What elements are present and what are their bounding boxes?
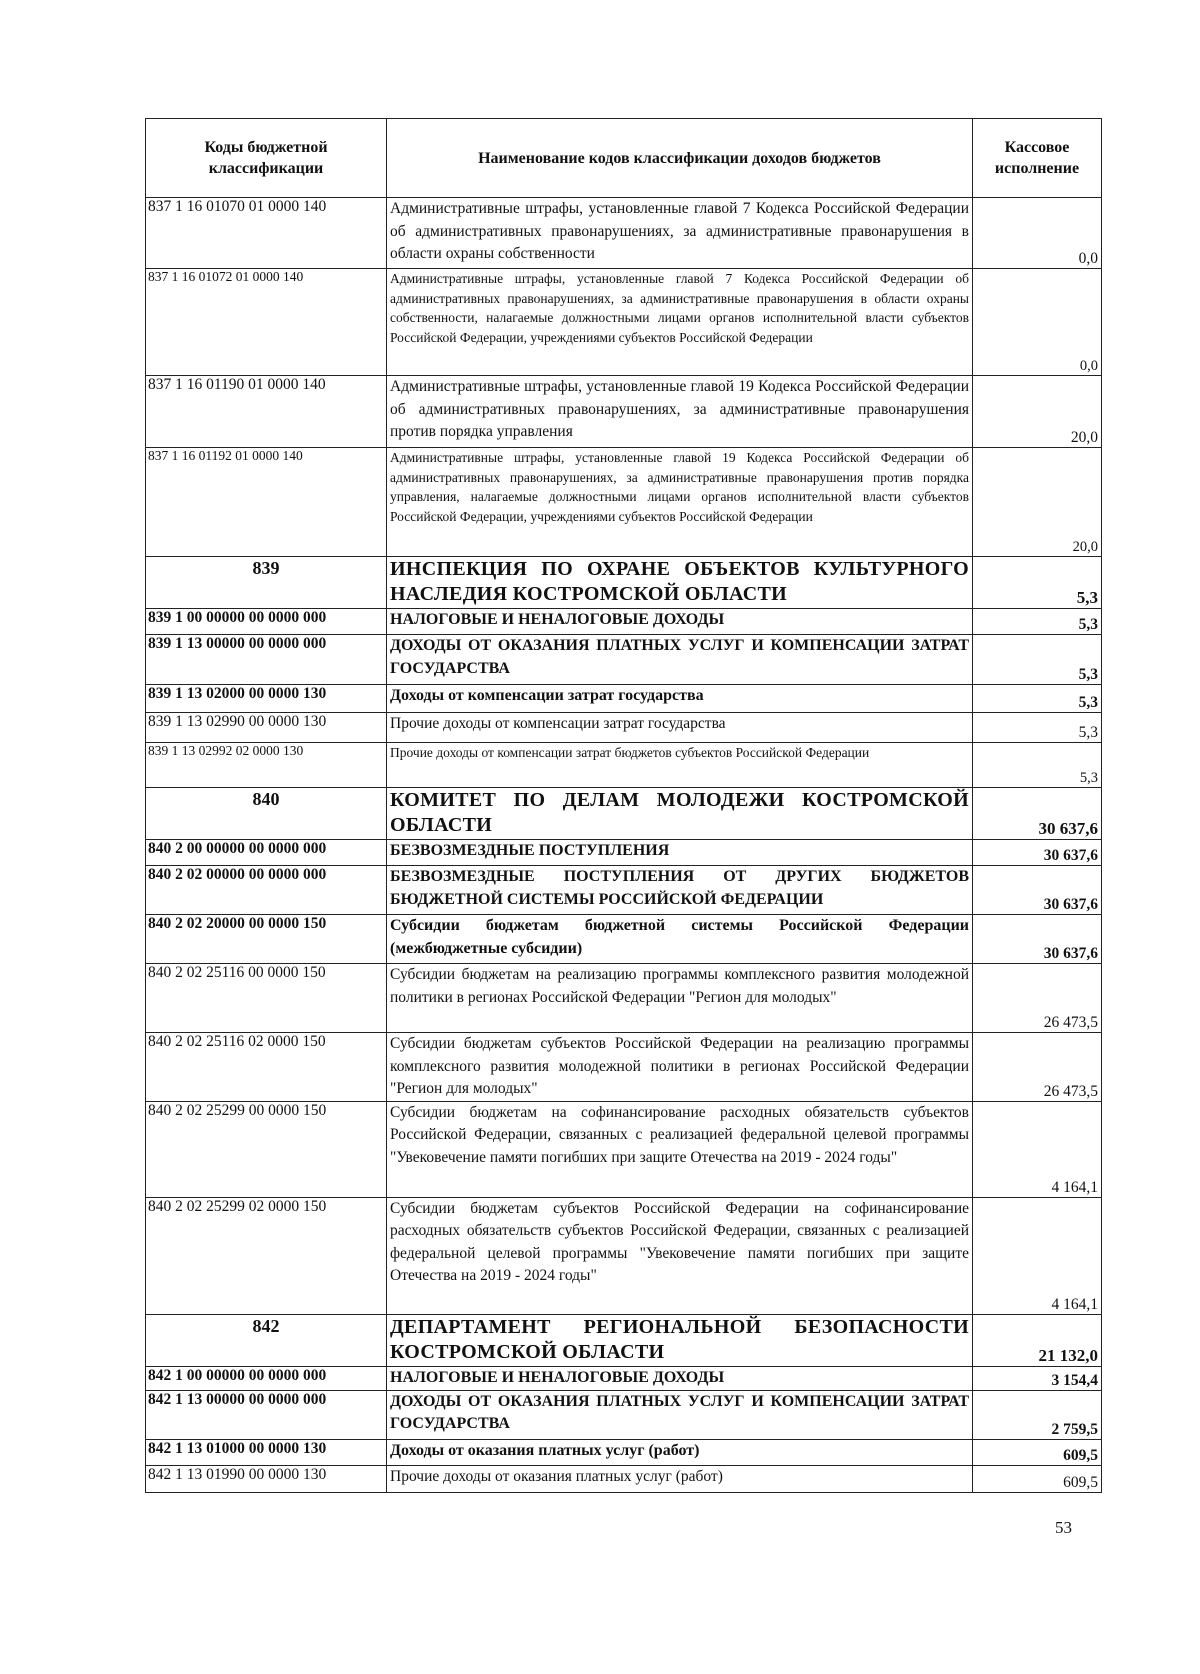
row-amount: 4 164,1 [973,1101,1102,1197]
table-row [146,376,1102,448]
table-row [146,743,1102,788]
row-name: БЕЗВОЗМЕЗДНЫЕ ПОСТУПЛЕНИЯ ОТ ДРУГИХ БЮДЖЕТОВ БЮДЖЕТНОЙ СИСТЕМЫ РОССИЙСКОЙ ФЕДЕРАЦИИ [387,866,973,915]
page-number: 53 [1055,1518,1072,1537]
row-code: 842 [146,1314,387,1366]
row-amount: 21 132,0 [973,1314,1102,1366]
table-row [146,685,1102,713]
table-row [146,609,1102,635]
column-header-amount: Кассовое исполнение [973,119,1102,198]
table-row [146,269,1102,376]
row-code: 840 2 02 25116 00 0000 150 [146,964,387,1033]
row-amount: 0,0 [973,198,1102,269]
row-code: 842 1 00 00000 00 0000 000 [146,1366,387,1390]
row-code: 839 1 13 00000 00 0000 000 [146,635,387,685]
row-name: ДЕПАРТАМЕНТ РЕГИОНАЛЬНОЙ БЕЗОПАСНОСТИ КОСТРОМСКОЙ ОБЛАСТИ [387,1314,973,1366]
row-code: 837 1 16 01190 01 0000 140 [146,376,387,448]
table-row [146,1465,1102,1492]
row-code: 839 1 13 02992 02 0000 130 [146,743,387,788]
row-amount: 5,3 [973,743,1102,788]
row-name: Субсидии бюджетам на реализацию программы комплексного развития молодежной политики в регионах Российской Федерации "Регион для молодых" [387,964,973,1033]
row-name: Субсидии бюджетам на софинансирование расходных обязательств субъектов Российской Федерации, связанных с реализацией федеральной целевой программы "Увековечение памяти погибших при защите Отечества на 2019 - 2024 годы" [387,1101,973,1197]
row-name: НАЛОГОВЫЕ И НЕНАЛОГОВЫЕ ДОХОДЫ [387,1366,973,1390]
row-name: ДОХОДЫ ОТ ОКАЗАНИЯ ПЛАТНЫХ УСЛУГ И КОМПЕНСАЦИИ ЗАТРАТ ГОСУДАРСТВА [387,1390,973,1439]
row-amount: 5,3 [973,635,1102,685]
row-name: Доходы от компенсации затрат государства [387,685,973,713]
row-amount: 0,0 [973,269,1102,376]
row-code: 842 1 13 01000 00 0000 130 [146,1439,387,1465]
row-name: Административные штрафы, установленные главой 7 Кодекса Российской Федерации об административных правонарушениях, за административные правонарушения в области охраны собственности, налагаемые должностными лицами органов исполнительной власти субъектов Российской Федерации, учреждениями субъектов Российской Федерации [387,269,973,376]
row-amount: 609,5 [973,1439,1102,1465]
row-code: 842 1 13 01990 00 0000 130 [146,1465,387,1492]
row-name: Административные штрафы, установленные главой 19 Кодекса Российской Федерации об административных правонарушениях, за административные правонарушения против порядка управления, налагаемые должностными лицами органов исполнительной власти субъектов Российской Федерации, учреждениями субъектов Российской Федерации [387,448,973,557]
department-row [146,788,1102,840]
budget-income-table [145,118,1102,1493]
row-amount: 26 473,5 [973,964,1102,1033]
row-code: 839 1 13 02990 00 0000 130 [146,713,387,743]
row-amount: 3 154,4 [973,1366,1102,1390]
row-code: 840 2 02 20000 00 0000 150 [146,915,387,964]
row-code: 837 1 16 01192 01 0000 140 [146,448,387,557]
row-name: Субсидии бюджетам субъектов Российской Федерации на софинансирование расходных обязательств субъектов Российской Федерации, связанных с реализацией федеральной целевой программы "Увековечение памяти погибших при защите Отечества на 2019 - 2024 годы" [387,1197,973,1314]
row-amount: 609,5 [973,1465,1102,1492]
row-code: 840 2 02 00000 00 0000 000 [146,866,387,915]
table-row [146,198,1102,269]
row-name: ДОХОДЫ ОТ ОКАЗАНИЯ ПЛАТНЫХ УСЛУГ И КОМПЕНСАЦИИ ЗАТРАТ ГОСУДАРСТВА [387,635,973,685]
department-row [146,1314,1102,1366]
row-amount: 30 637,6 [973,840,1102,866]
row-amount: 30 637,6 [973,788,1102,840]
row-code: 840 2 02 25116 02 0000 150 [146,1033,387,1102]
row-amount: 30 637,6 [973,915,1102,964]
row-amount: 5,3 [973,609,1102,635]
department-row [146,557,1102,609]
row-code: 840 2 00 00000 00 0000 000 [146,840,387,866]
row-amount: 30 637,6 [973,866,1102,915]
table-row [146,635,1102,685]
row-code: 839 1 00 00000 00 0000 000 [146,609,387,635]
row-name: Прочие доходы от оказания платных услуг (работ) [387,1465,973,1492]
row-amount: 5,3 [973,713,1102,743]
table-row [146,1390,1102,1439]
row-code: 837 1 16 01070 01 0000 140 [146,198,387,269]
row-code: 837 1 16 01072 01 0000 140 [146,269,387,376]
row-code: 842 1 13 00000 00 0000 000 [146,1390,387,1439]
table-row [146,448,1102,557]
table-row [146,713,1102,743]
row-name: БЕЗВОЗМЕЗДНЫЕ ПОСТУПЛЕНИЯ [387,840,973,866]
row-amount: 26 473,5 [973,1033,1102,1102]
row-amount: 20,0 [973,376,1102,448]
table-row [146,964,1102,1033]
row-code: 839 [146,557,387,609]
row-name: КОМИТЕТ ПО ДЕЛАМ МОЛОДЕЖИ КОСТРОМСКОЙ ОБЛАСТИ [387,788,973,840]
row-amount: 2 759,5 [973,1390,1102,1439]
table-row [146,1366,1102,1390]
row-code: 840 2 02 25299 00 0000 150 [146,1101,387,1197]
table-row [146,1439,1102,1465]
row-amount: 4 164,1 [973,1197,1102,1314]
row-name: Субсидии бюджетам субъектов Российской Федерации на реализацию программы комплексного развития молодежной политики в регионах Российской Федерации "Регион для молодых" [387,1033,973,1102]
table-row [146,1197,1102,1314]
table-header-row [146,119,1102,198]
budget-income-table-sheet [145,118,1101,1493]
row-name: Административные штрафы, установленные главой 19 Кодекса Российской Федерации об административных правонарушениях, за административные правонарушения против порядка управления [387,376,973,448]
table-row [146,866,1102,915]
column-header-code: Коды бюджетной классификации [146,119,387,198]
row-name: Прочие доходы от компенсации затрат бюджетов субъектов Российской Федерации [387,743,973,788]
row-name: Доходы от оказания платных услуг (работ) [387,1439,973,1465]
table-row [146,1033,1102,1102]
table-row [146,840,1102,866]
row-name: Прочие доходы от компенсации затрат государства [387,713,973,743]
row-amount: 5,3 [973,685,1102,713]
row-code: 840 2 02 25299 02 0000 150 [146,1197,387,1314]
table-row [146,915,1102,964]
row-name: Субсидии бюджетам бюджетной системы Российской Федерации (межбюджетные субсидии) [387,915,973,964]
row-name: ИНСПЕКЦИЯ ПО ОХРАНЕ ОБЪЕКТОВ КУЛЬТУРНОГО НАСЛЕДИЯ КОСТРОМСКОЙ ОБЛАСТИ [387,557,973,609]
row-name: Административные штрафы, установленные главой 7 Кодекса Российской Федерации об административных правонарушениях, за административные правонарушения в области охраны собственности [387,198,973,269]
row-amount: 5,3 [973,557,1102,609]
column-header-name: Наименование кодов классификации доходов бюджетов [387,119,973,198]
row-name: НАЛОГОВЫЕ И НЕНАЛОГОВЫЕ ДОХОДЫ [387,609,973,635]
row-code: 840 [146,788,387,840]
row-amount: 20,0 [973,448,1102,557]
table-row [146,1101,1102,1197]
row-code: 839 1 13 02000 00 0000 130 [146,685,387,713]
